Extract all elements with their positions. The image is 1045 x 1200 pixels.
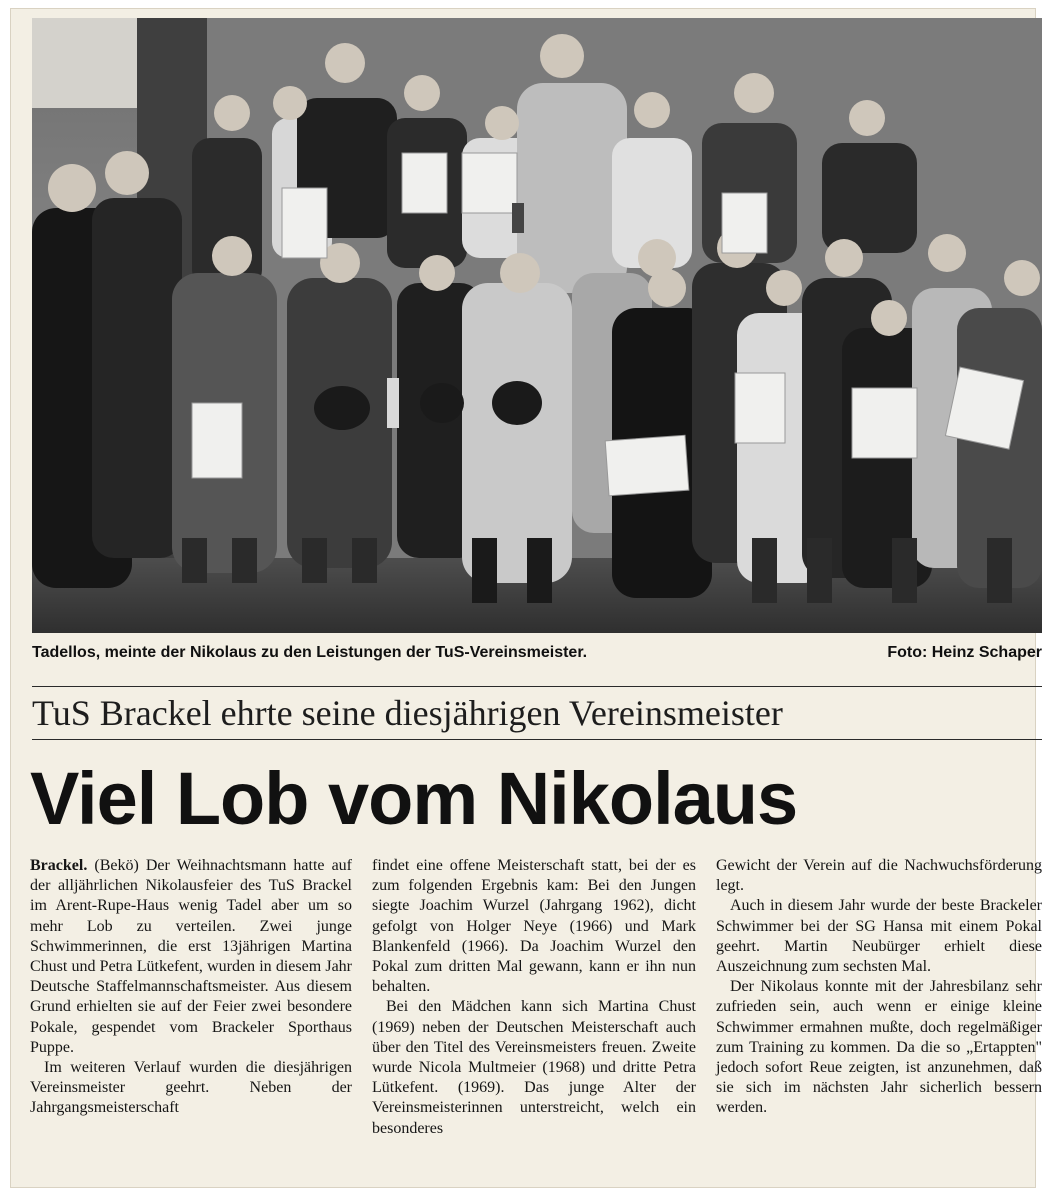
photo-caption: Tadellos, meinte der Nikolaus zu den Leistungen der TuS-Vereinsmeister. (32, 644, 588, 661)
column-3-paragraph-3: Der Nikolaus konnte mit der Jahresbilanz sehr zufrieden sein, auch wenn er einige kleine Schwimmer ermahnen mußte, doch regelmäßiger zum Training zu kommen. Da die so „Ertappten" jedoch sofort Reue zeigten, ist anzunehmen, daß sie sich im nächsten Jahr sicherlich bessern werden. (716, 978, 1042, 1117)
article-headline: Viel Lob vom Nikolaus (30, 757, 798, 840)
photo-credit: Foto: Heinz Schaper (887, 644, 1042, 661)
column-1-paragraph-2: Im weiteren Verlauf wurden die diesjährigen Vereinsmeister geehrt. Neben der Jahrgangsmeisterschaft (30, 1059, 352, 1117)
article-dateline: Brackel. (30, 857, 88, 874)
article-column-2 (372, 856, 696, 1139)
article-subtitle: TuS Brackel ehrte seine diesjährigen Vereinsmeister (32, 693, 783, 733)
group-photo (32, 18, 1042, 633)
divider-line-top (32, 686, 1042, 687)
column-2-paragraph-1: findet eine offene Meisterschaft statt, bei der es zum folgenden Ergebnis kam: Bei den Jungen siegte Joachim Wurzel (Jahrgang 1962), dicht gefolgt von Holger Neye (1966) und Mark Blankenfeld (1966). Da Joachim Wurzel den Pokal zum dritten Mal gewann, kann er ihn nun behalten. (372, 857, 696, 996)
article-column-1 (30, 856, 352, 1119)
divider-line-bottom (32, 739, 1042, 740)
group-photo-illustration (32, 18, 1042, 633)
column-1-paragraph-1 (30, 856, 352, 1058)
photo-caption-bar (32, 641, 1042, 665)
article-column-3 (716, 856, 1042, 1119)
newspaper-clipping (10, 8, 1042, 1188)
column-2-paragraph-2: Bei den Mädchen kann sich Martina Chust (1969) neben der Deutschen Meisterschaft auch über den Titel des Vereinsmeisters freuen. Zweite wurde Nicola Multmeier (1968) und dritte Petra Lütkefent. (1969). Das junge Alter der Vereinsmeisterinnen unterstreicht, welch ein besonderes (372, 998, 696, 1137)
column-3-paragraph-2: Auch in diesem Jahr wurde der beste Brackeler Schwimmer bei der SG Hansa mit einem Pokal geehrt. Martin Neubürger erhielt diese Auszeichnung zum sechsten Mal. (716, 897, 1042, 976)
column-3-paragraph-1: Gewicht der Verein auf die Nachwuchsförderung legt. (716, 857, 1042, 895)
column-1-paragraph-1-text: (Bekö) Der Weihnachtsmann hatte auf der alljährlichen Nikolausfeier des TuS Brackel im Arent-Rupe-Haus wenig Tadel aber um so mehr Lob zu verteilen. Zwei junge Schwimmerinnen, die erst 13jährigen Martina Chust und Petra Lütkefent, wurden in diesem Jahr Deutsche Staffelmannschaftsmeister. Aus diesem Grund erhielten sie auf der Feier zwei besondere Pokale, gespendet vom Brackeler Sporthaus Puppe. (30, 857, 352, 1056)
